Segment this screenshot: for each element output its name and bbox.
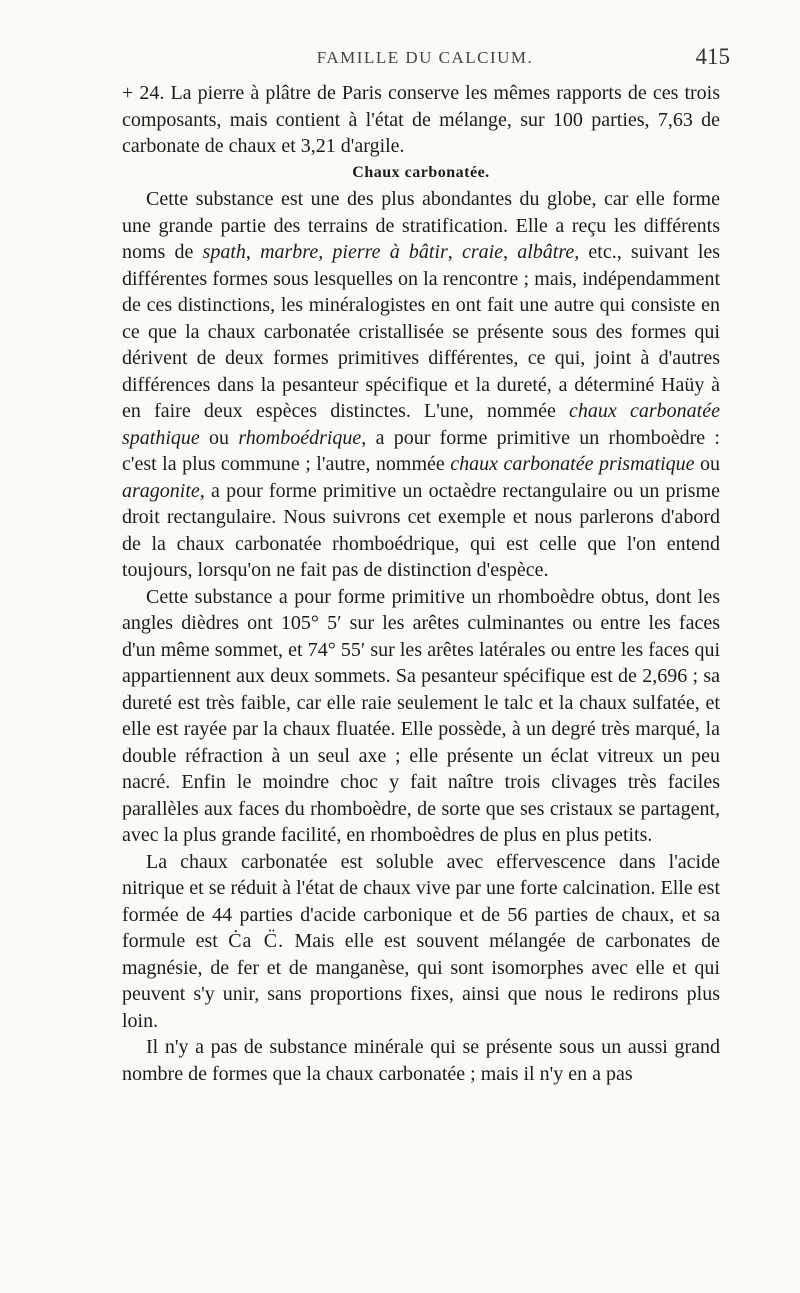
p1-or: ou — [199, 426, 239, 449]
term-albatre: albâtre — [517, 241, 575, 263]
paragraph-1 — [122, 186, 720, 584]
paragraph-4: Il n'y a pas de substance minérale qui se présente sous un aussi grand nombre de formes que la chaux carbonatée ; mais il n'y en a pas — [122, 1036, 720, 1085]
p1-text-b: , etc., suivant les différentes formes sous lesquelles on la rencontre ; mais, indépendamment de ces distinctions, les minéralogistes en ont fait une autre qui consiste en ce que la chaux carbonatée cristallisée se présente sous des formes qui dérivent de deux formes primitives différentes, ce qui, joint à d'autres différences dans la pesanteur spécifique et la dureté, a déterminé Haüy à en faire deux espèces distinctes. L'une, nommée — [122, 241, 721, 422]
body-text — [122, 80, 720, 1087]
chemical-formula: Ċa C̈. — [228, 930, 285, 952]
p1-sep: , — [318, 241, 333, 263]
term-marbre: marbre — [260, 241, 319, 263]
term-craie: craie — [461, 241, 504, 263]
p1-text-d: , a pour forme primitive un octaèdre rectangulaire ou un prisme droit rectangulaire. Nous suivrons cet exemple et nous parlerons d'abord de la chaux carbonatée rhomboédrique, qui est celle que l'on entend toujours, lorsqu'on ne fait pas de distinction d'espèce. — [122, 479, 720, 581]
running-head — [120, 44, 730, 74]
intro-paragraph: + 24. La pierre à plâtre de Paris conserve les mêmes rapports de ces trois composants, mais contient à l'état de mélange, sur 100 parties, 7,63 de carbonate de chaux et 3,21 d'argile. — [122, 82, 720, 157]
term-spath: spath — [202, 241, 246, 263]
term-spathique: chaux carbonatée spathique — [122, 400, 720, 449]
running-title: FAMILLE DU CALCIUM. — [316, 48, 534, 67]
term-pierre-a-batir: pierre à bâtir — [332, 241, 448, 263]
p1-sep: , — [245, 241, 261, 263]
paragraph-2: Cette substance a pour forme primitive un rhomboèdre obtus, dont les angles dièdres ont 105° 5′ sur les arêtes culminantes ou entre les faces d'un même sommet, et 74° 55′ sur les arêtes latérales ou entre les faces qui appartiennent aux deux sommets. Sa pesanteur spécifique est de 2,696 ; sa dureté est très faible, car elle raie seulement le talc et la chaux sulfatée, et elle est rayée par la chaux fluatée. Elle possède, à un degré très marqué, la double réfraction à un seul axe ; elle présente un éclat vitreux un peu nacré. Enfin le moindre choc y fait naître trois clivages très faciles parallèles aux faces du rhomboèdre, de sorte que ses cristaux se partagent, avec la plus grande facilité, en rhomboèdres de plus en plus petits. — [122, 585, 720, 846]
p1-text-a: Cette substance est une des plus abondantes du globe, car elle forme une grande partie des terrains de stratification. Elle a reçu les différents noms de — [122, 188, 720, 263]
page-number: 415 — [695, 44, 730, 69]
p3-text-a: La chaux carbonatée est soluble avec effervescence dans l'acide nitrique et se réduit à l'état de chaux vive par une forte calcination. Elle est formée de 44 parties d'acide carbonique et de 56 parties de chaux, et sa formule est — [122, 850, 720, 952]
term-rhomboedrique: rhomboédrique — [238, 426, 362, 449]
p1-sep: , — [503, 241, 518, 263]
p3-text-b: Mais elle est souvent mélangée de carbonates de magnésie, de fer et de manganèse, qui sont isomorphes avec elle et qui peuvent s'y unir, sans proportions fixes, ainsi que nous le redirons plus loin. — [122, 930, 721, 1032]
p1-text-c: , a pour forme primitive un rhomboèdre : c'est la plus commune ; l'autre, nommée — [122, 426, 720, 475]
p1-sep: , — [447, 241, 462, 263]
paragraph-3 — [122, 849, 720, 1035]
term-aragonite: aragonite — [122, 479, 200, 502]
section-title: Chaux carbonatée. — [352, 163, 490, 181]
term-prismatique: chaux carbonatée prismatique — [450, 453, 695, 475]
p1-or: ou — [694, 453, 720, 475]
